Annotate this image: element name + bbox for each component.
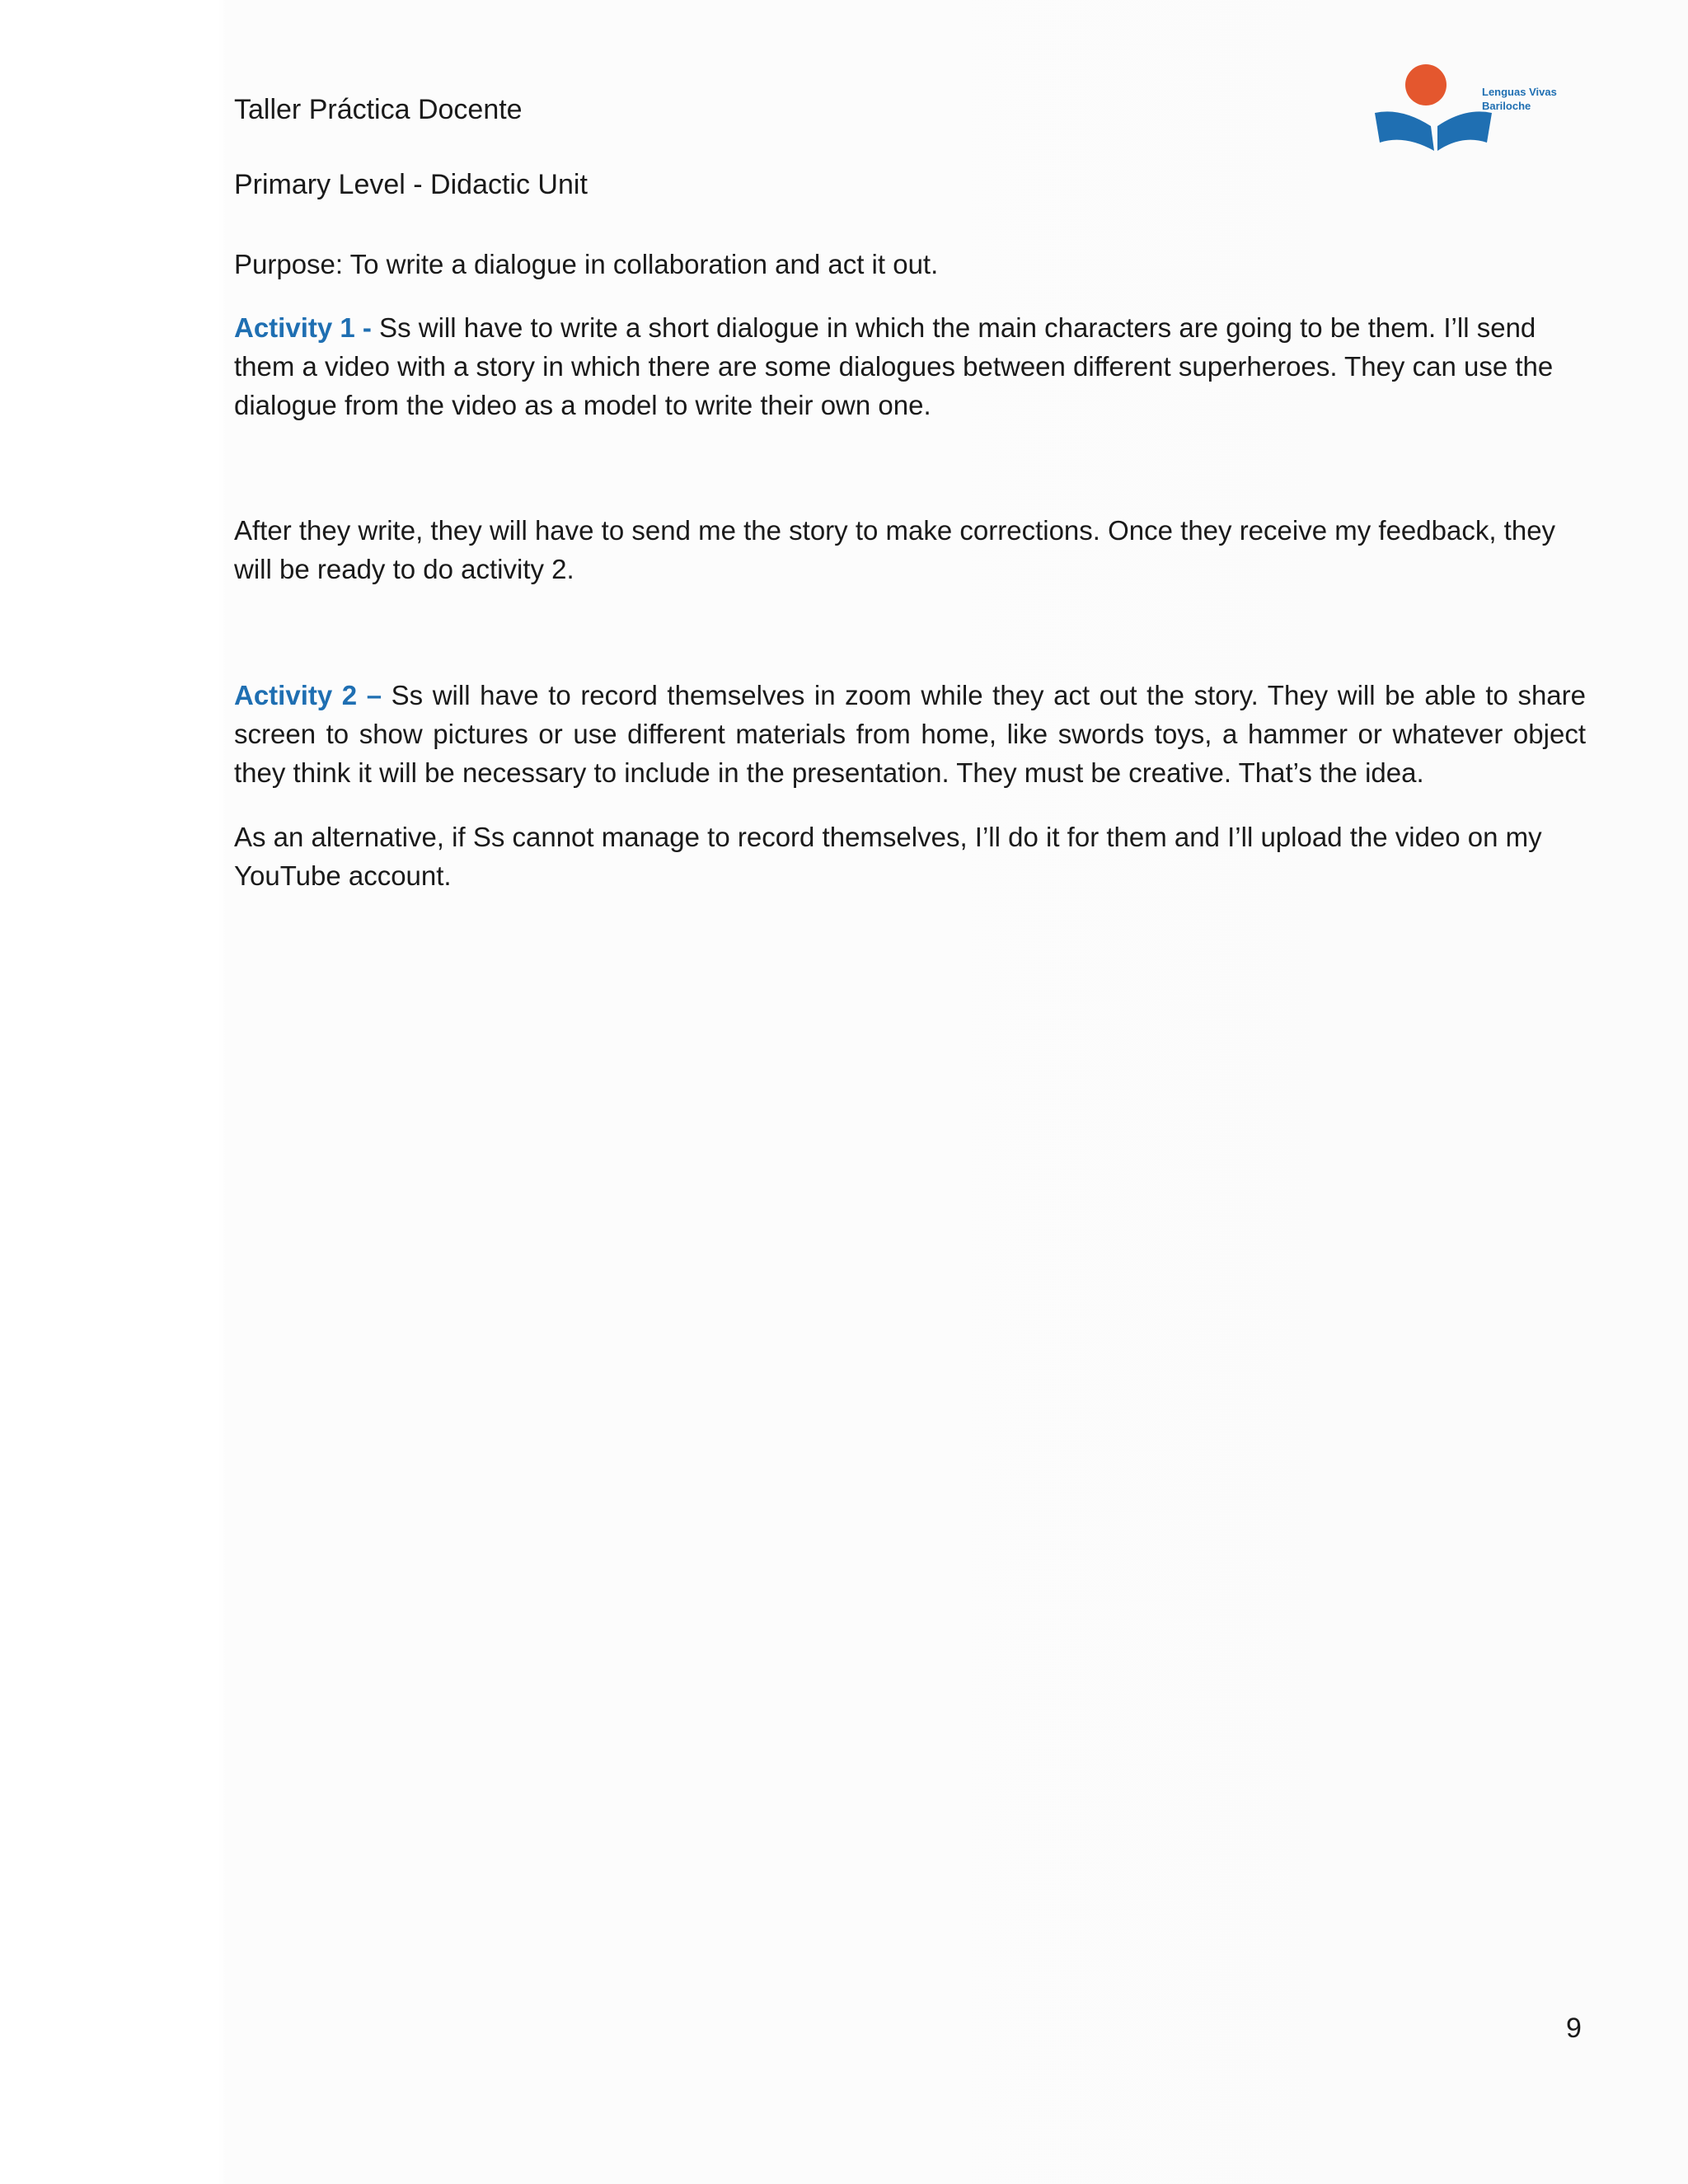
activity-1-paragraph — [234, 308, 1586, 424]
logo-name-line2: Bariloche — [1482, 100, 1531, 112]
activity-1-text: Ss will have to write a short dialogue in which the main characters are going to be them. I’ll send them a video with a story in which there are some dialogues between different superheroes. They can use the dialogue from the video as a model to write their own one. — [234, 312, 1554, 420]
after-text: After they write, they will have to send me the story to make corrections. Once they receive my feedback, they will be ready to do activity 2. — [234, 515, 1556, 584]
alternative-paragraph — [234, 818, 1586, 895]
open-book-icon — [1375, 111, 1492, 151]
sun-icon — [1405, 64, 1447, 105]
alternative-text: As an alternative, if Ss cannot manage to record themselves, I’ll do it for them and I’ll upload the video on my YouTube account. — [234, 822, 1542, 891]
purpose-text: Purpose: To write a dialogue in collaboration and act it out. — [234, 249, 939, 279]
activity-2-text: Ss will have to record themselves in zoom while they act out the story. They will be able to share screen to show pictures or use different materials from home, like swords toys, a hammer or whatever object they think it will be necessary to include in the presentation. They must be creative. That’s the idea. — [234, 680, 1587, 788]
unit-title: Primary Level - Didactic Unit — [234, 169, 588, 200]
activity-2-label: Activity 2 – — [234, 680, 382, 710]
logo-name-line1: Lenguas Vivas — [1482, 86, 1557, 98]
activity-2-paragraph — [234, 676, 1586, 792]
course-title: Taller Práctica Docente — [234, 94, 523, 125]
page-number: 9 — [1566, 2013, 1582, 2044]
lenguas-vivas-logo — [1368, 62, 1566, 157]
activity-1-label: Activity 1 - — [234, 312, 372, 343]
after-paragraph — [234, 511, 1586, 588]
purpose-paragraph — [234, 245, 1586, 284]
